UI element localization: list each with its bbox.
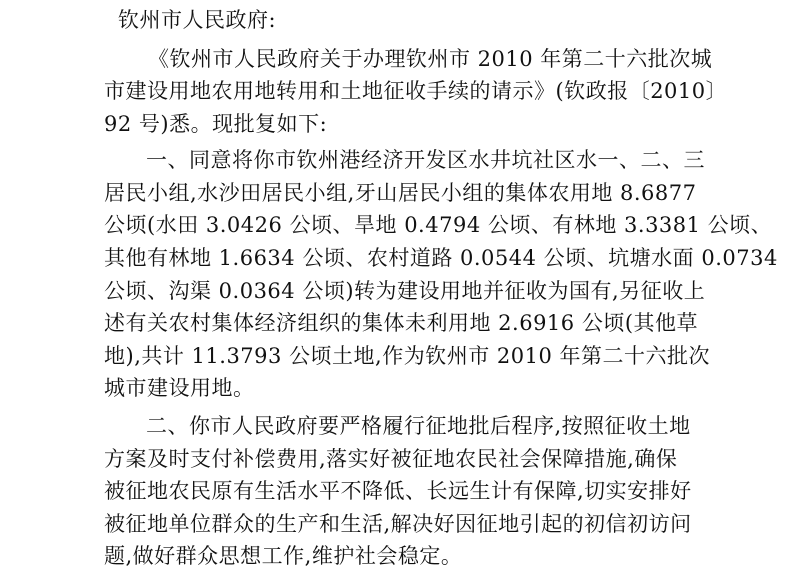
paragraph-line: 一、同意将你市钦州港经济开发区水井坑社区水一、二、三	[146, 148, 705, 172]
paragraph-line: 被征地单位群众的生产和生活,解决好因征地引起的初信初访问	[104, 512, 692, 536]
paragraph-line: 公顷(水田 3.0426 公顷、旱地 0.4794 公顷、有林地 3.3381 公顷、	[104, 213, 773, 237]
paragraph-line: 被征地农民原有生活水平不降低、长远生计有保障,切实安排好	[104, 479, 692, 503]
paragraph-line: 其他有林地 1.6634 公顷、农村道路 0.0544 公顷、坑塘水面 0.0734	[104, 246, 778, 270]
paragraph-line: 题,做好群众思想工作,维护社会稳定。	[104, 544, 463, 568]
paragraph-line: 述有关农村集体经济组织的集体未利用地 2.6916 公顷(其他草	[104, 311, 699, 335]
paragraph-line: 居民小组,水沙田居民小组,牙山居民小组的集体农用地 8.6877	[104, 181, 697, 205]
paragraph-line: 地),共计 11.3793 公顷土地,作为钦州市 2010 年第二十六批次	[104, 344, 711, 368]
paragraph-line: 方案及时支付补偿费用,落实好被征地农民社会保障措施,确保	[104, 447, 678, 471]
paragraph-line: 城市建设用地。	[104, 376, 255, 400]
paragraph-line: 公顷、沟渠 0.0364 公顷)转为建设用地并征收为国有,另征收上	[104, 279, 706, 303]
paragraph-line: 92 号)悉。现批复如下:	[104, 112, 328, 136]
paragraph-line: 二、你市人民政府要严格履行征地批后程序,按照征收土地	[146, 414, 691, 438]
paragraph-line: 《钦州市人民政府关于办理钦州市 2010 年第二十六批次城	[148, 47, 713, 71]
paragraph-line: 市建设用地农用地转用和土地征收手续的请示》(钦政报〔2010〕	[104, 79, 728, 103]
salutation: 钦州市人民政府:	[118, 8, 277, 32]
